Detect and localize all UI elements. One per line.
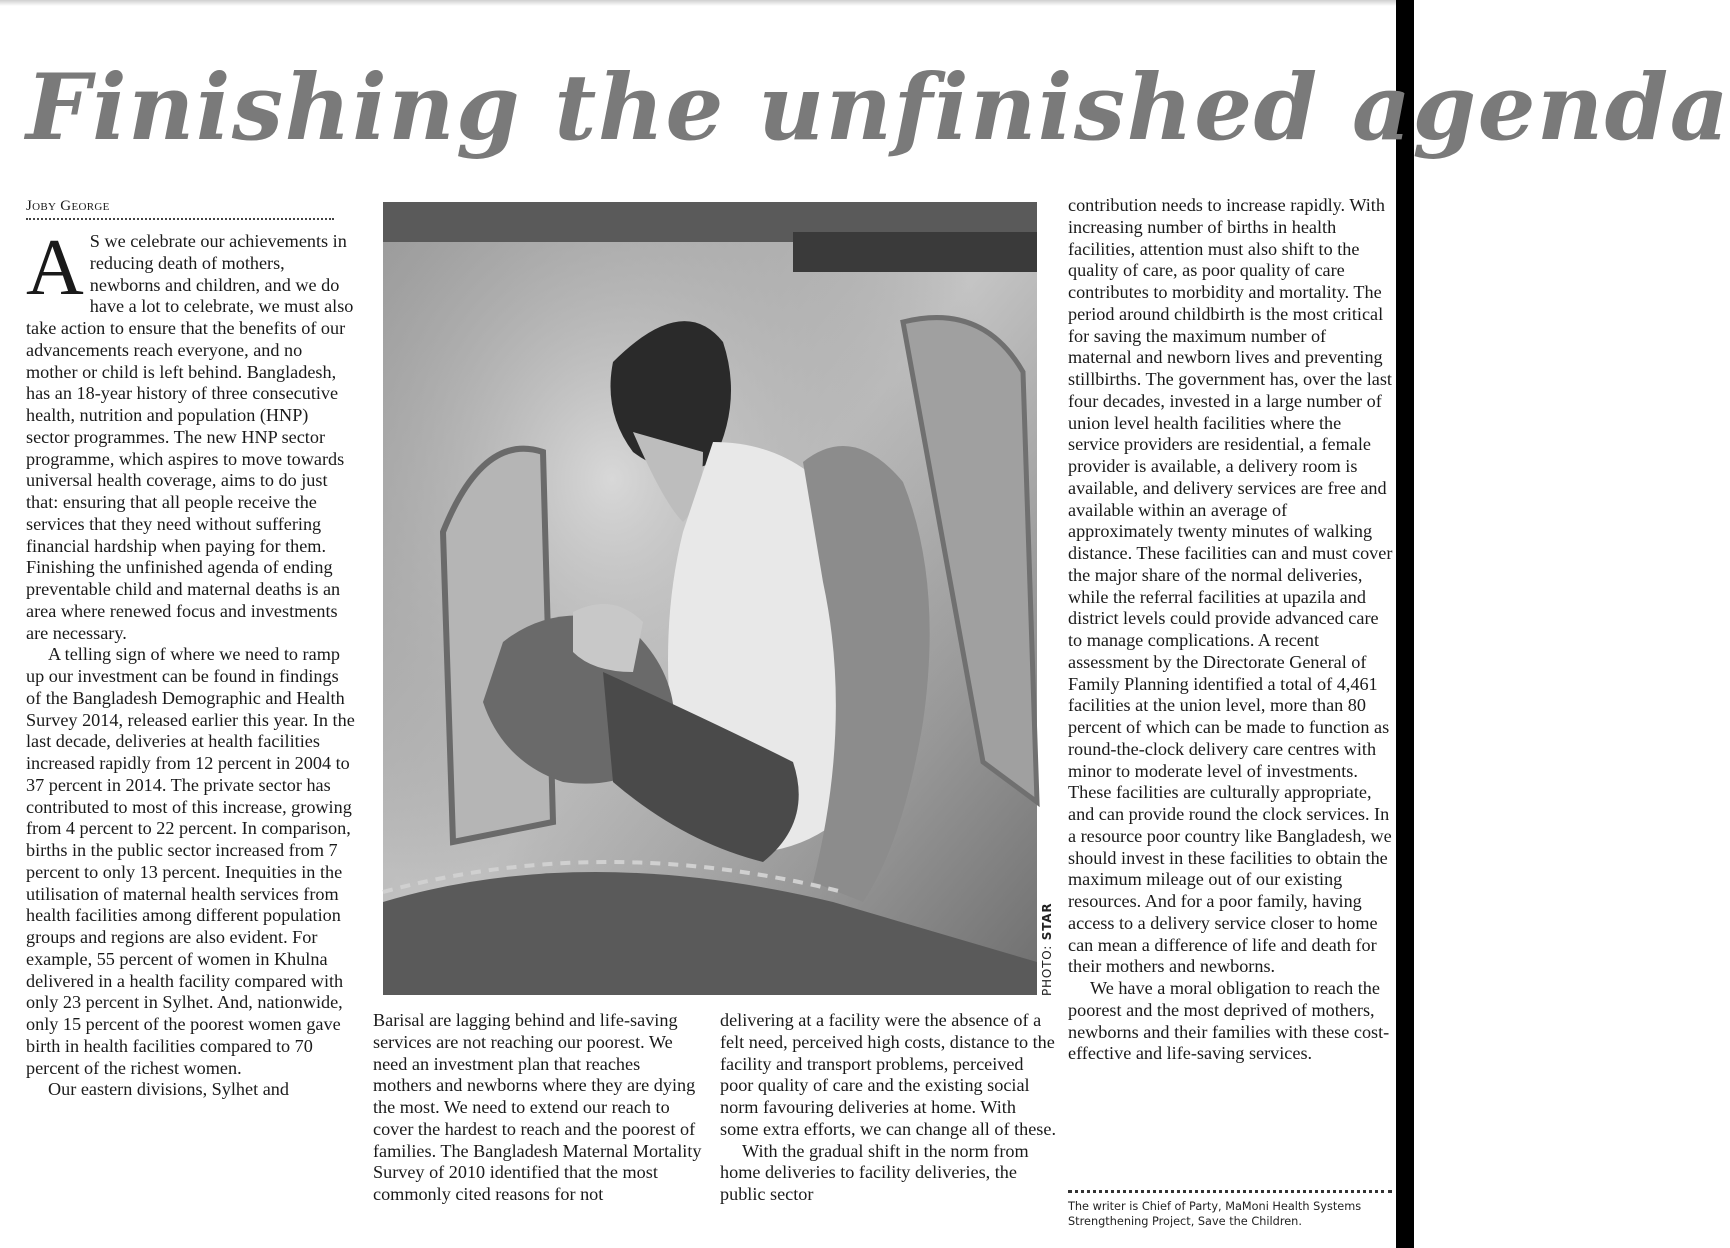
page-top-strip <box>0 0 1396 6</box>
article-paragraph: contribution needs to increase rapidly. With increasing number of births in health facilities, attention must also shift to the quality of care, as poor quality of care contributes to morbidity and mortality. The period around childbirth is the most critical for saving the maximum number of maternal and newborn lives and preventing stillbirths. The government has, over the last four decades, invested in a large number of union level health facilities where the service providers are residential, a female provider is available, a delivery room is available, and delivery services are free and available within an average of approximately twenty minutes of walking distance. These facilities can and must cover the major share of the normal deliveries, while the referral facilities at upazila and district levels could provide advanced care to manage complications. A recent assessment by the Directorate General of Family Planning identified a total of 4,461 facilities at the union level, more than 80 percent of which can be made to function as round-the-clock delivery care centres with minor to moderate level of investments. These facilities are culturally appropriate, and can provide round the clock services. In a resource poor country like Bangladesh, we should invest in these facilities to obtain the maximum mileage out of our existing resources. And for a poor family, having access to a delivery service closer to home can mean a difference of life and death for their mothers and newborns. <box>1068 195 1393 977</box>
article-paragraph: delivering at a facility were the absence of a felt need, perceived high costs, distance to the facility and transport problems, perceived poor quality of care and the existing social norm favouring deliveries at home. With some extra efforts, we can change all of these. <box>720 1010 1056 1139</box>
writer-note: The writer is Chief of Party, MaMoni Health Systems Strengthening Project, Save the Children. <box>1068 1200 1362 1228</box>
drop-cap: A <box>26 224 84 312</box>
paragraph-text: S we celebrate our achievements in reducing death of mothers, newborns and children, and we do have a lot to celebrate, we must also take action to ensure that the benefits of our advancements reach everyone, and no mother or child is left behind. Bangladesh, has an 18-year history of three consecutive health, nutrition and population (HNP) sector programmes. The new HNP sector programme, which aspires to move towards universal health coverage, aims to do just that: ensuring that all people receive the services that they need without suffering financial hardship when paying for them. Finishing the unfinished agenda of ending preventable child and maternal deaths is an area where renewed focus and investments are necessary. <box>26 231 354 643</box>
article-paragraph: A telling sign of where we need to ramp up our investment can be found in findings of the Bangladesh Demographic and Health Survey 2014, released earlier this year. In the last decade, deliveries at health facilities increased rapidly from 12 percent in 2004 to 37 percent in 2014. The private sector has contributed to most of this increase, growing from 4 percent to 22 percent. In comparison, births in the public sector increased from 7 percent to only 13 percent. Inequities in the utilisation of maternal health services from health facilities among different population groups and regions are also evident. For example, 55 percent of women in Khulna delivered in a health facility compared with only 23 percent in Sylhet. And, nationwide, only 15 percent of the poorest women gave birth in health facilities compared to 70 percent of the richest women. <box>26 644 355 1078</box>
article-headline: Finishing the unfinished agenda <box>26 55 1730 161</box>
article-column-3 <box>720 1010 1056 1242</box>
mother-and-newborn-photo <box>383 202 1037 995</box>
article-byline: Joby George <box>26 198 334 220</box>
article-column-2 <box>373 1010 703 1242</box>
article-paragraph <box>26 224 356 644</box>
article-column-4 <box>1068 195 1394 1185</box>
page-edge <box>1396 0 1414 1248</box>
photo-credit <box>1040 901 1054 996</box>
article-paragraph: Our eastern divisions, Sylhet and <box>48 1079 289 1100</box>
article-paragraph: We have a moral obligation to reach the poorest and the most deprived of mothers, newborns and their families with these cost-effective and life-saving services. <box>1068 978 1390 1064</box>
article-photo <box>383 202 1037 995</box>
article-column-1 <box>26 224 356 1241</box>
photo-credit-prefix: PHOTO: <box>1040 944 1054 996</box>
article-paragraph: Barisal are lagging behind and life-saving services are not reaching our poorest. We need an investment plan that reaches mothers and newborns where they are dying the most. We need to extend our reach to cover the hardest to reach and the poorest of families. The Bangladesh Maternal Mortality Survey of 2010 identified that the most commonly cited reasons for not <box>373 1010 702 1204</box>
writer-note-divider <box>1068 1190 1392 1193</box>
photo-credit-source: STAR <box>1040 902 1054 941</box>
article-paragraph: With the gradual shift in the norm from home deliveries to facility deliveries, the public sector <box>720 1140 1029 1204</box>
